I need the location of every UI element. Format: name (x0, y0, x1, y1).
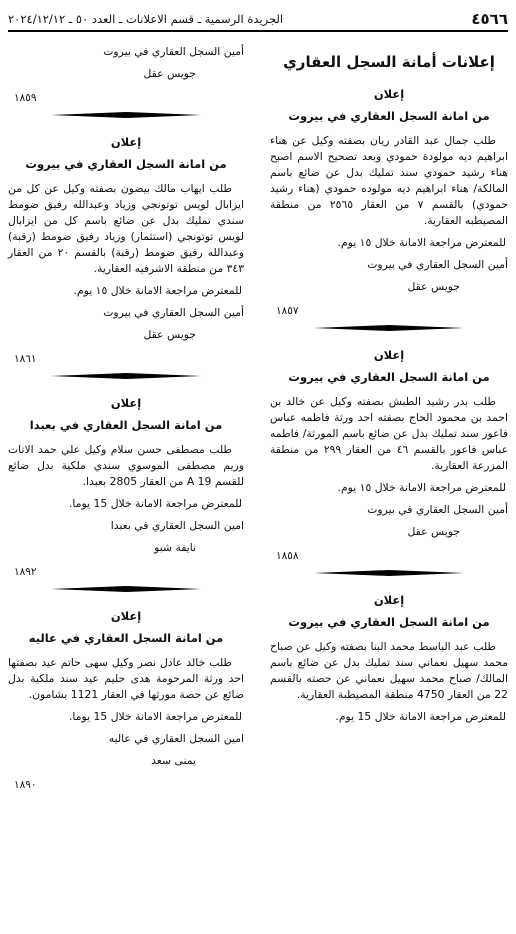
signer-title: أمين السجل العقاري في بيروت (367, 503, 508, 516)
announcement-number: ١٨٥٧ (276, 305, 299, 317)
announcement-label: إعلان (110, 609, 142, 623)
separator-ornament (51, 112, 201, 118)
announcement-body: طلب بدر رشيد الطبش بصفته وكيل عن خالد بن احمد بن محمود الحاج بصفته احد ورثة فاطمه عباس فاعور سند تمليك بدل عن ضائع باسم المورثة/ فاطمه عباس فاعور بالقسم ٤٦ من العقار ٢٩٩ من منطقة المزرعة العقارية. (270, 395, 509, 472)
objection-deadline: للمعترض مراجعة الامانة خلال ١٥ يوم. (337, 481, 506, 494)
page-number: ٤٥٦٦ (471, 10, 508, 28)
signer-name: يمنى سعد (151, 754, 196, 767)
announcement-authority: من امانة السجل العقاري في بيروت (288, 370, 490, 384)
signer-name: نايفة شبو (154, 541, 196, 554)
announcement-authority: من امانة السجل العقاري في بيروت (288, 615, 490, 629)
announcement-authority: من امانة السجل العقاري في بيروت (25, 157, 227, 171)
signer-title: امين السجل العقاري في عاليه (108, 732, 244, 745)
signer-name: جويس عقل (143, 328, 196, 341)
announcement-authority: من امانة السجل العقاري في بعبدا (29, 418, 223, 432)
page-header (8, 8, 508, 32)
announcement-label: إعلان (373, 87, 405, 101)
announcement-body: طلب خالد عادل نصر وكيل سهى حاتم عيد بصفتها احد ورثة المرحومة هدى حليم عيد سند ملكية بدل ضائع عن حصة مورثها في العقار 1121 بشامون. (8, 656, 244, 701)
announcement-authority: من امانة السجل العقاري في عاليه (28, 631, 224, 645)
objection-deadline: للمعترض مراجعة الامانة خلال 15 يوم. (335, 710, 506, 723)
announcement-label: إعلان (110, 135, 142, 149)
announcement-authority: من امانة السجل العقاري في بيروت (288, 109, 490, 123)
signer-name: جويس عقل (143, 67, 196, 80)
announcement-1857 (270, 86, 508, 319)
signer-title: أمين السجل العقاري في بيروت (103, 306, 244, 319)
section-title: إعلانات أمانة السجل العقاري (283, 53, 495, 71)
objection-deadline: للمعترض مراجعة الامانة خلال 15 يوما. (69, 497, 242, 510)
objection-deadline: للمعترض مراجعة الامانة خلال ١٥ يوم. (73, 284, 242, 297)
signer-title: أمين السجل العقاري في بيروت (103, 45, 244, 58)
announcement-body: طلب جمال عبد القادر ريان بصفته وكيل عن هناء ابراهيم ديه مولودة حمودي وبعد تصحيح الاسم اصبح هناء رشيد حمودي سند تمليك بدل عن ضائع باسم المالكة/ هناء ابراهيم ديه مولوده حمودي (هناء رشيد حمودي) بالقسم ٧ من العقار ٢٥٦٥ من منطقة المصيطبه العقارية. (270, 134, 509, 227)
announcement-number: ١٨٥٨ (276, 550, 299, 562)
signer-title: امين السجل العقاري في بعبدا (110, 519, 244, 532)
announcement-1892 (8, 395, 244, 580)
left-column (8, 42, 244, 797)
separator-ornament (51, 586, 201, 592)
signer-title: أمين السجل العقاري في بيروت (367, 258, 508, 271)
announcement-1861 (8, 134, 244, 367)
separator-ornament (51, 373, 201, 379)
announcement-label: إعلان (110, 396, 142, 410)
announcement-label: إعلان (373, 593, 405, 607)
objection-deadline: للمعترض مراجعة الامانة خلال 15 يوما. (69, 710, 242, 723)
announcement-label: إعلان (373, 348, 405, 362)
right-column (270, 42, 508, 731)
announcement-continued (270, 592, 508, 725)
announcement-body: طلب عبد الباسط محمد البنا بصفته وكيل عن صباح محمد سهيل نعماني سند تمليك بدل عن ضائع باسم المالك/ صباح محمد سهيل نعماني عن حصته بالقسم 22 من العقار 4750 منطقة المصيطبة العقارية. (270, 640, 508, 701)
announcement-body: طلب ايهاب مالك بيضون بصفته وكيل عن كل من ايزابال لويس توتونجي وزياد وعبدالله رفيق ضومط سندي تمليك بدل عن ضائع باسم كل من ايزابال لويس توتونجي (استثمار) وزياد رفيق ضومط (رقبة) وعبدالله رفيق ضومط (رقبة) بالقسم ٢٠ من العقار ٣٤٣ من منطقة الاشرفيه العقارية. (8, 182, 244, 275)
running-title: الجريدة الرسمية ـ قسم الاعلانات ـ العدد ٥٠ ـ ٢٠٢٤/١٢/١٢ (8, 12, 284, 26)
separator-ornament (314, 570, 464, 576)
signer-name: جويس عقل (407, 280, 460, 293)
objection-deadline: للمعترض مراجعة الامانة خلال ١٥ يوم. (337, 236, 506, 249)
announcement-1858 (270, 347, 508, 564)
announcement-number: ١٨٩٠ (14, 779, 37, 791)
announcement-number: ١٨٥٩ (14, 92, 37, 104)
announcement-1890 (8, 608, 244, 793)
announcement-number: ١٨٦١ (14, 353, 37, 365)
separator-ornament (314, 325, 464, 331)
announcement-number: ١٨٩٢ (14, 566, 37, 578)
announcement-body: طلب مصطفى حسن سلام وكيل علي حمد الاتات وريم مصطفى الموسوي سندي ملكية بدل ضائع للقسم A 19 من العقار 2805 بعبدا. (8, 443, 244, 488)
signer-name: جويس عقل (407, 525, 460, 538)
